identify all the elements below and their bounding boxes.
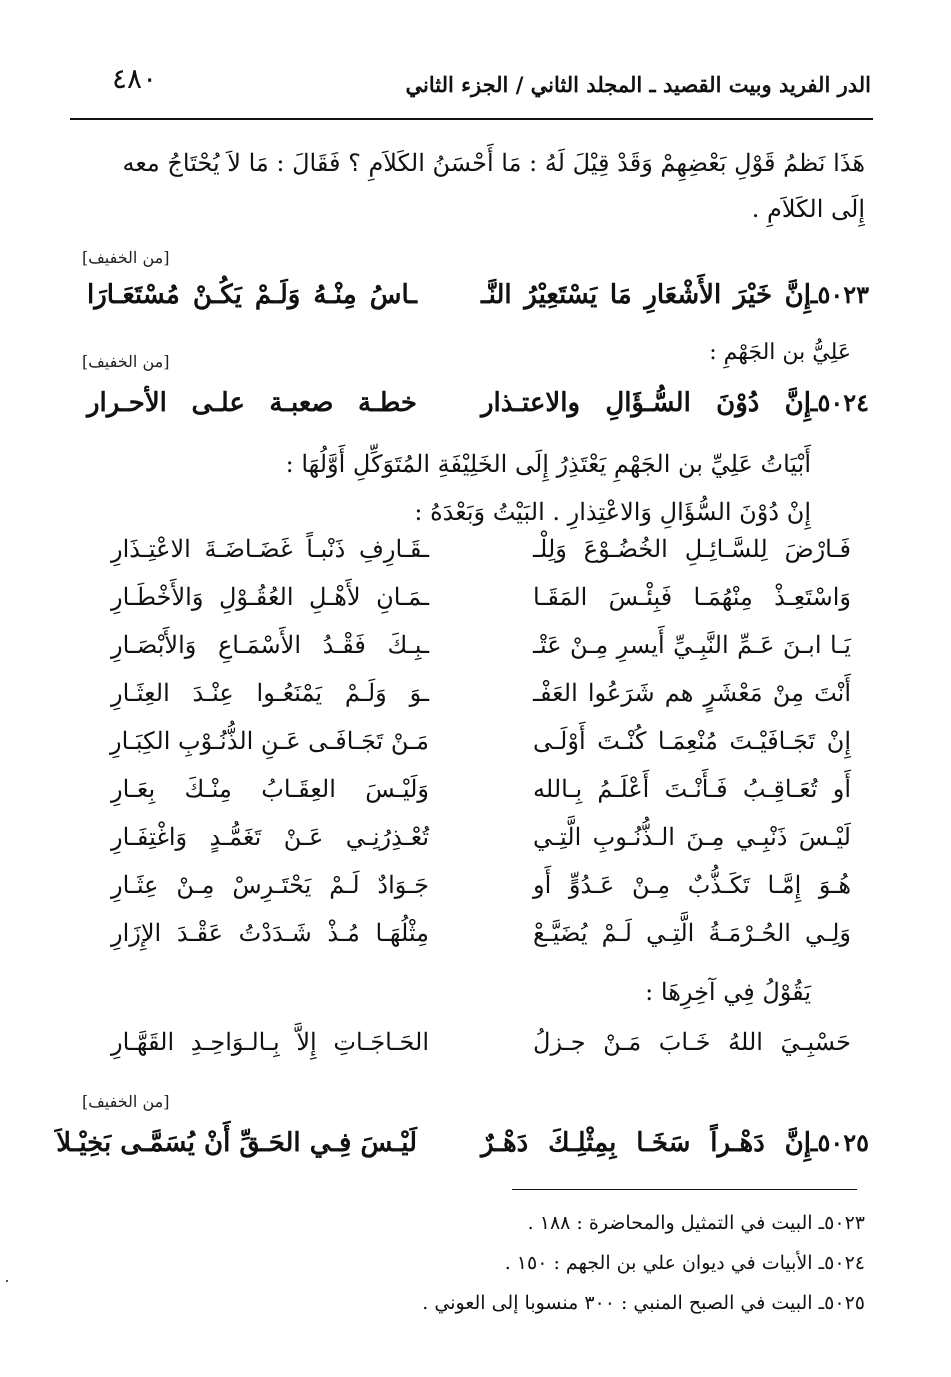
hemistich-second: ـاسُ مِنْـهُ وَلَـمْ يَكُـنْ مُسْتَعَـارَا: [87, 280, 417, 310]
verse-5025: [56, 1128, 869, 1172]
poem-verse: [111, 919, 851, 963]
hemistich-second: ـمَـانِ لأَهْـلِ العُقُـوْلِ وَالأَخْطَـارِ: [111, 583, 429, 611]
hemistich-second: ـوَ وَلَـمْ يَمْنَعُـوا عِنْـدَ العِثَـارِ: [111, 679, 429, 707]
hemistich-first: فَـارْضَ لِلسَّـائِـلِ الخُضُـوْعَ وَلِلْـ: [533, 535, 851, 563]
hemistich-second: مَـنْ تَجَـافَـى عَـنِ الذُّنُـوْبِ الكِبَـارِ: [109, 727, 429, 755]
poem-verse: [111, 823, 851, 867]
hemistich-first: أَنْتَ مِنْ مَعْشَرٍ هم شَرَعُوا العَفْـ: [533, 679, 851, 707]
hemistich-first: إِنْ تَجَـافَيْـتَ مُنْعِمَـا كُنْـتَ أَوْلَـى: [533, 727, 851, 755]
intro-paragraph: [70, 140, 865, 232]
hemistich-first: يَـا ابـنَ عَـمِّ النَّبِـيِّ أَيسرِ مِـنْ عَتْـ: [533, 631, 851, 659]
verse-number: ٥٠٢٤ـ: [810, 388, 869, 417]
footnote: ٥٠٢٥ـ البيت في الصبح المنبي : ٣٠٠ منسوبا إلى العوني .: [422, 1292, 865, 1314]
poem-verse: [111, 727, 851, 771]
verse-number: ٥٠٢٥ـ: [810, 1128, 869, 1157]
footnote: ٥٠٢٤ـ الأبيات في ديوان علي بن الجهم : ١٥٠ .: [504, 1252, 865, 1274]
poem-verse: [111, 679, 851, 723]
footnote-rule: [512, 1189, 857, 1190]
poem-verse: [111, 535, 851, 579]
hemistich-second: جَـوَادٌ لَـمْ يَحْتَـرِسْ مِـنْ عِثَـارِ: [111, 871, 429, 899]
intro-line-2: إِلَى الكَلاَمِ .: [751, 195, 865, 223]
hemistich-first: وَلِـي الحُـرْمَـةُ الَّتِـي لَـمْ يُضَيَّـعْ: [533, 919, 851, 947]
hemistich-first: أَو تُعَـاقِـبُ فَـأَنْـتَ أَعْلَـمُ بِـالله: [533, 775, 851, 803]
commentary-line-2: إِنْ دُوْنَ السُّؤَالِ وَالاعْتِذارِ . البَيْتُ وَبَعْدَهُ :: [414, 498, 811, 526]
verse-5024: [69, 388, 869, 432]
page-number: ٤٨٠: [112, 62, 158, 95]
meter-label: [من الخفيف]: [82, 248, 170, 267]
hemistich-first: إِنَّ دَهْـراً سَخَـا بِمِثْلِـكَ دَهْـرٌ: [481, 1128, 811, 1158]
intro-line-1: هَذَا نَظمُ قَوْلِ بَعْضِهِمْ وَقَدْ قِيْلَ لَهُ : مَا أَحْسَنُ الكَلاَمِ ؟ فَقَالَ : مَا لاَ يُحْتَاجُ معه: [122, 149, 865, 177]
poem-verse: [111, 871, 851, 915]
hemistich-first: حَسْبِـيَ اللهُ خَـابَ مَـنْ جـزلُ: [533, 1028, 851, 1056]
poem-verse: [111, 583, 851, 627]
commentary: [91, 440, 811, 536]
hemistich-second: وَلَيْـسَ العِقَـابُ مِنْـكَ بِعَـارِ: [111, 775, 429, 803]
hemistich-second: تُعْـذِرُنِـي عَـنْ تَغَمُّـدٍ وَاغْتِفَـارِ: [111, 823, 429, 851]
running-title: الدر الفريد وبيت القصيد ـ المجلد الثاني / الجزء الثاني: [405, 72, 871, 97]
meter-label: [من الخفيف]: [82, 352, 170, 371]
header-rule: [70, 118, 873, 120]
hemistich-first: لَيْـسَ ذَنْبِـي مِـنَ الـذُّنُـوبِ الَّتِـي: [533, 823, 851, 851]
closing-intro: يَقُوْلُ فِي آخِرِهَا :: [645, 978, 811, 1006]
poem-verse: [111, 775, 851, 819]
commentary-line-1: أَبْيَاتُ عَلِيِّ بن الجَهْمِ يَعْتَذِرُ إِلَى الخَلِيْفَةِ المُتَوَكِّلِ أَوَّلُهَا :: [285, 450, 811, 478]
hemistich-first: وَاسْتَعِـذْ مِنْهُمَـا فَبِئْـسَ المَقَـا: [533, 583, 851, 611]
hemistich-second: ـقَـارِفِ ذَنْبـاً غَضَـاضَـةَ الاعْتِـذَارِ: [111, 535, 429, 563]
hemistich-second: الحَـاجَـاتِ إِلاَّ بِـالـوَاحِـدِ القَهَّـارِ: [111, 1028, 429, 1056]
hemistich-first: إِنَّ دُوْنَ السُّـؤَالِ والاعتـذار: [481, 388, 811, 418]
hemistich-first: إِنَّ خَيْرَ الأَشْعَارِ مَا يَسْتَعِيْرُ النَّـ: [481, 280, 811, 310]
scan-speck: [6, 1280, 8, 1282]
hemistich-first: هُـوَ إِمَّـا تَكَـذُّبٌ مِـنْ عَـدُوٍّ أَو: [533, 871, 851, 899]
verse-number: ٥٠٢٣ـ: [810, 280, 869, 309]
hemistich-second: مِثْلُهَـا مُـذْ شَـدَدْتُ عَقْـدَ الإِزَارِ: [111, 919, 429, 947]
poem-verse: [111, 631, 851, 675]
verse-5023: [69, 280, 869, 324]
footnote: ٥٠٢٣ـ البيت في التمثيل والمحاضرة : ١٨٨ .: [527, 1212, 865, 1234]
poet-name: عَلِيُّ بن الجَهْمِ :: [709, 340, 851, 365]
closing-verse: [111, 1028, 851, 1072]
meter-label: [من الخفيف]: [82, 1092, 170, 1111]
hemistich-second: ـبِـكَ فَقْـدُ الأَسْمَـاعِ وَالأَبْصَـارِ: [111, 631, 429, 659]
hemistich-second: خطـة صعبـة علـى الأحـرار: [87, 388, 417, 418]
hemistich-second: لَيْـسَ فِـي الحَـقِّ أَنْ يُسَمَّـى بَخِيْـلاَ: [56, 1128, 417, 1158]
